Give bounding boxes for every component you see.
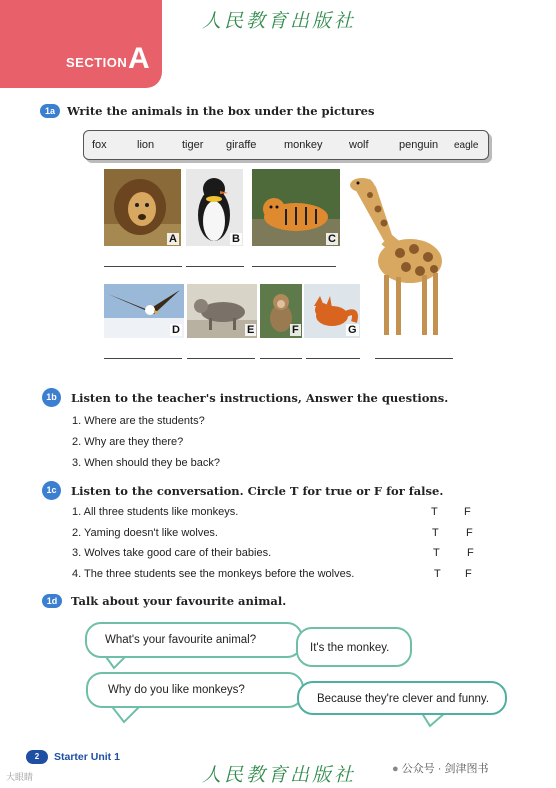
speech-bubble-1-text: What's your favourite animal? <box>105 634 257 646</box>
word-fox: fox <box>92 139 107 151</box>
speech-bubble-3-text: Why do you like monkeys? <box>108 684 245 696</box>
speech-bubble-4 <box>297 681 507 715</box>
word-eagle: eagle <box>454 140 479 151</box>
picture-letter-b: B <box>232 233 240 245</box>
activity-1a-title: Write the animals in the box under the pictures <box>67 104 375 118</box>
picture-letter-a: A <box>169 233 177 245</box>
word-monkey: monkey <box>284 139 323 151</box>
activity-1c-title: Listen to the conversation. Circle T for true or F for false. <box>71 484 444 498</box>
publisher-logo-top: 人民教育出版社 <box>202 10 357 32</box>
statement-1-true[interactable]: T <box>431 506 438 518</box>
picture-letter-c: C <box>328 233 336 245</box>
statement-4-false[interactable]: F <box>465 568 472 580</box>
wechat-icon: ● <box>392 763 399 775</box>
speech-bubble-2-text: It's the monkey. <box>310 642 390 654</box>
statement-2: 2. Yaming doesn't like wolves. <box>72 527 218 539</box>
watermark <box>392 760 489 776</box>
statement-4-true[interactable]: T <box>434 568 441 580</box>
word-wolf: wolf <box>349 139 369 151</box>
speech-bubble-2 <box>296 627 412 667</box>
question-1: 1. Where are the students? <box>72 415 205 427</box>
word-giraffe: giraffe <box>226 139 257 151</box>
corner-mark-text: 大眼睛 <box>6 772 34 782</box>
statement-2-false[interactable]: F <box>466 527 473 539</box>
activity-1b-title: Listen to the teacher's instructions, Answer the questions. <box>71 391 449 405</box>
speech-bubble-3 <box>86 672 304 708</box>
activity-badge-1c: 1c <box>42 481 61 500</box>
page-number: 2 <box>26 750 48 764</box>
activity-badge-1d: 1d <box>42 594 62 608</box>
question-3: 3. When should they be back? <box>72 457 220 469</box>
picture-letter-d: D <box>172 324 180 336</box>
statement-3: 3. Wolves take good care of their babies. <box>72 547 272 559</box>
picture-letter-f: F <box>292 324 299 336</box>
section-letter: A <box>128 42 150 75</box>
activity-badge-1a: 1a <box>40 104 60 118</box>
activity-badge-1b: 1b <box>42 388 61 407</box>
word-penguin: penguin <box>399 139 439 151</box>
statement-3-false[interactable]: F <box>467 547 474 559</box>
statement-2-true[interactable]: T <box>432 527 439 539</box>
picture-letter-e: E <box>247 324 255 336</box>
word-tiger: tiger <box>182 139 204 151</box>
statement-3-true[interactable]: T <box>433 547 440 559</box>
picture-letter-g: G <box>348 324 357 336</box>
publisher-logo-bottom: 人民教育出版社 <box>202 764 357 786</box>
speech-bubble-1 <box>85 622 303 658</box>
statement-1: 1. All three students like monkeys. <box>72 506 239 518</box>
corner-mark <box>6 770 33 783</box>
watermark-text: 公众号 · 剑津图书 <box>401 763 489 775</box>
section-label: SECTION <box>66 55 128 70</box>
speech-bubble-4-text: Because they're clever and funny. <box>317 693 490 705</box>
word-lion: lion <box>137 139 155 151</box>
statement-4: 4. The three students see the monkeys before the wolves. <box>72 568 355 580</box>
unit-label: Starter Unit 1 <box>54 751 120 763</box>
activity-1d-title: Talk about your favourite animal. <box>71 594 287 608</box>
question-2: 2. Why are they there? <box>72 436 184 448</box>
statement-1-false[interactable]: F <box>464 506 471 518</box>
